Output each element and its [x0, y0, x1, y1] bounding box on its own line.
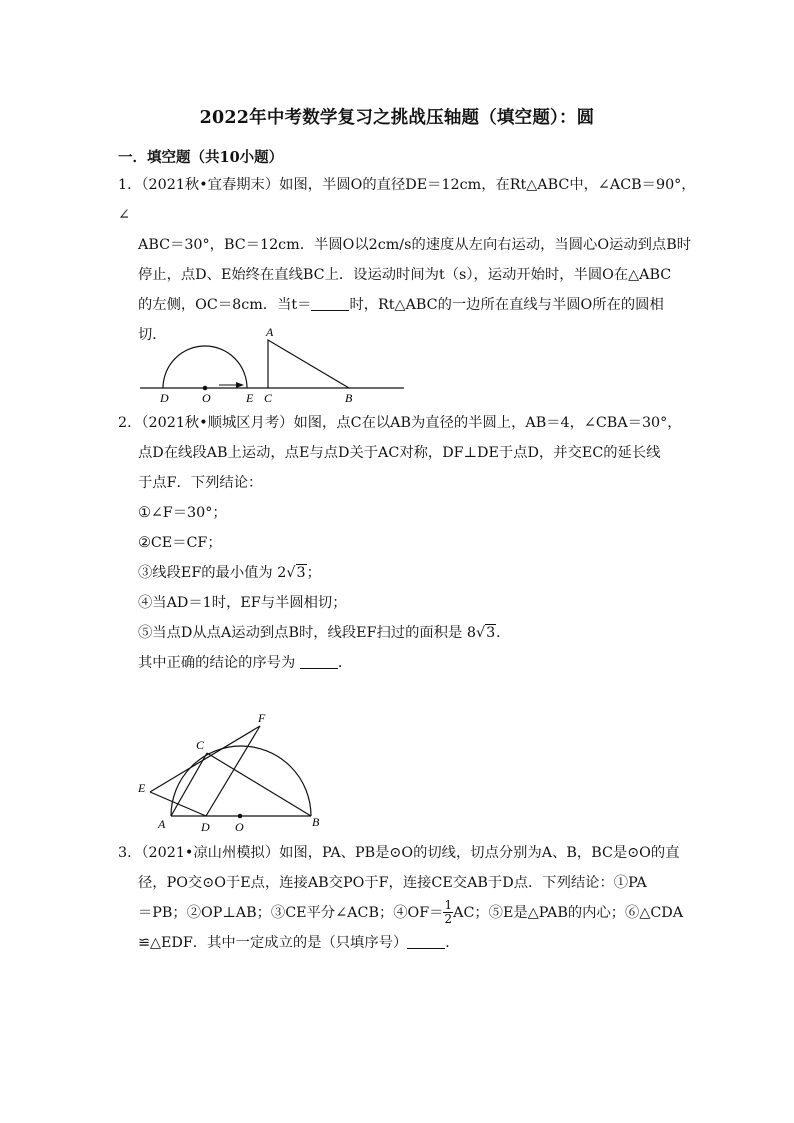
figure-2	[134, 708, 329, 838]
question-number: 2．	[118, 415, 142, 431]
question-text: 其中正确的结论的序号为	[138, 655, 300, 671]
segment-cb	[207, 753, 311, 816]
label-a: A	[158, 817, 166, 831]
segment-df	[206, 726, 260, 816]
label-b: B	[345, 391, 353, 405]
fraction-denominator: 2	[444, 912, 453, 926]
label-o: O	[235, 820, 244, 834]
question-text: 时，Rt△ABC的一边所在直线与半圆O所在的圆相	[349, 297, 664, 313]
label-e: E	[138, 781, 146, 795]
question-2	[118, 408, 698, 678]
line-ef	[150, 726, 260, 792]
answer-blank[interactable]	[300, 654, 338, 669]
question-number: 1．	[118, 177, 142, 193]
question-text: 径，PO交⊙O于E点，连接AB交PO于F，连接CE交AB于D点．下列结论：①PA	[138, 875, 647, 891]
question-number: 3．	[118, 845, 142, 861]
label-d: D	[160, 391, 169, 405]
conclusion-3	[118, 558, 698, 588]
conclusion-2: ②CE＝CF；	[138, 535, 222, 551]
fraction-one-half	[443, 899, 453, 926]
question-text: ≌△EDF．其中一定成立的是（只填序号）	[138, 935, 408, 951]
answer-blank[interactable]	[407, 934, 445, 949]
segment-ca	[171, 753, 207, 816]
question-3	[118, 838, 698, 958]
question-text: （2021秋•顺城区月考）如图，点C在以AB为直径的半圆上，AB＝4，∠CBA＝30°，	[141, 415, 682, 431]
label-a: A	[266, 325, 274, 339]
semicircle-o	[163, 346, 247, 388]
question-text: 停止，点D、E始终在直线BC上．设运动时间为t（s），运动开始时，半圆O在△ABC	[138, 267, 672, 283]
question-text: （2021秋•宜春期末）如图，半圆O的直径DE＝12cm，在Rt△ABC中，∠ACB＝90°，∠	[118, 177, 696, 223]
triangle-abc	[268, 340, 349, 388]
section-heading: 一．填空题（共10小题）	[118, 149, 284, 166]
segment-ed	[150, 792, 206, 816]
label-b: B	[312, 815, 320, 829]
sqrt-expression: √3	[475, 625, 496, 641]
conclusion-text: ⑤当点D从点A运动到点B时，线段EF扫过的面积是 8	[138, 625, 476, 641]
radicand: 3	[296, 565, 306, 581]
conclusion-4: ④当AD＝1时，EF与半圆相切；	[138, 595, 347, 611]
label-c: C	[196, 738, 205, 752]
radicand: 3	[486, 625, 496, 641]
conclusion-5	[118, 618, 698, 648]
sqrt-expression: √3	[286, 565, 306, 581]
label-d: D	[201, 820, 210, 834]
center-o-dot	[203, 386, 208, 391]
label-e: E	[246, 391, 254, 405]
answer-blank[interactable]	[311, 296, 349, 311]
question-text: ．	[337, 655, 353, 671]
question-text: 的左侧，OC＝8cm．当t＝	[138, 297, 312, 313]
question-text: 点D在线段AB上运动，点E与点D关于AC对称，DF⊥DE于点D，并交EC的延长线	[138, 445, 661, 461]
conclusion-text: ③线段EF的最小值为 2	[138, 565, 287, 581]
question-text: ABC＝30°，BC＝12cm．半圆O以2cm/s的速度从左向右运动，当圆心O运动到点B时	[138, 237, 692, 253]
question-text: 切．	[138, 327, 167, 343]
question-text: AC；⑤E是△PAB的内心；⑥△CDA	[453, 905, 684, 921]
label-f: F	[258, 711, 266, 725]
arrow-head-icon	[236, 382, 244, 388]
fraction-numerator: 1	[444, 898, 453, 912]
conclusion-text: ；	[306, 565, 321, 581]
label-o: O	[202, 391, 211, 405]
label-c: C	[264, 391, 273, 405]
conclusion-1: ①∠F＝30°；	[138, 505, 227, 521]
conclusion-text: ．	[496, 625, 511, 641]
figure-1	[136, 322, 411, 406]
page-title: 2022年中考数学复习之挑战压轴题（填空题）：圆	[199, 108, 595, 128]
question-text: 于点F．下列结论：	[138, 475, 263, 491]
question-text: （2021•凉山州模拟）如图，PA、PB是⊙O的切线，切点分别为A、B，BC是⊙O的直	[141, 845, 680, 861]
semicircle-o	[171, 746, 311, 816]
center-o-dot	[238, 814, 243, 819]
question-text: ＝PB；②OP⊥AB；③CE平分∠ACB；④OF＝	[138, 905, 444, 921]
question-text: ．	[445, 935, 460, 951]
